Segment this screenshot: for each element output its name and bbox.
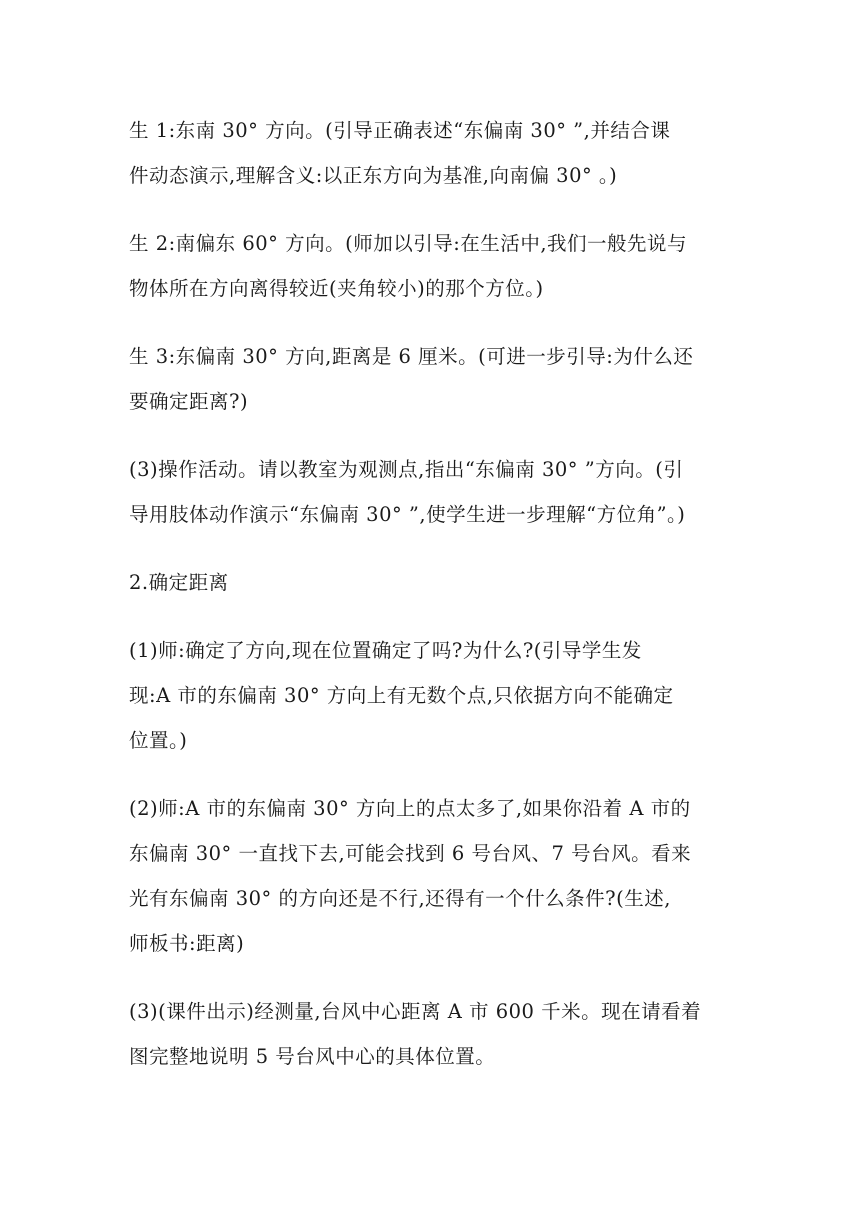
paragraph-courseware-measurement: [129, 989, 739, 1079]
paragraph-student-1-answer: [129, 108, 739, 198]
heading-line: 2.确定距离: [129, 571, 229, 594]
text-line: 师板书:距离): [129, 932, 245, 955]
paragraph-teacher-question-2: [129, 786, 739, 966]
text-line: 导用肢体动作演示“东偏南 30° ”,使学生进一步理解“方位角”。): [129, 503, 686, 526]
text-line: 件动态演示,理解含义:以正东方向为基准,向南偏 30° 。): [129, 164, 618, 187]
text-line: (3)(课件出示)经测量,台风中心距离 A 市 600 千米。现在请看着: [129, 1000, 702, 1023]
paragraph-student-2-answer: [129, 221, 739, 311]
text-line: 现:A 市的东偏南 30° 方向上有无数个点,只依据方向不能确定: [129, 684, 674, 707]
text-line: 生 3:东偏南 30° 方向,距离是 6 厘米。(可进一步引导:为什么还: [129, 345, 694, 368]
text-line: 光有东偏南 30° 的方向还是不行,还得有一个什么条件?(生述,: [129, 887, 671, 910]
text-line: (2)师:A 市的东偏南 30° 方向上的点太多了,如果你沿着 A 市的: [129, 797, 691, 820]
text-line: 要确定距离?): [129, 390, 249, 413]
text-line: 图完整地说明 5 号台风中心的具体位置。: [129, 1045, 496, 1068]
text-line: 生 2:南偏东 60° 方向。(师加以引导:在生活中,我们一般先说与: [129, 232, 688, 255]
document-page: [129, 108, 739, 1102]
text-line: (3)操作活动。请以教室为观测点,指出“东偏南 30° ”方向。(引: [129, 458, 684, 481]
paragraph-teacher-question-1: [129, 628, 739, 763]
paragraph-student-3-answer: [129, 334, 739, 424]
text-line: 东偏南 30° 一直找下去,可能会找到 6 号台风、7 号台风。看来: [129, 842, 692, 865]
text-line: 生 1:东南 30° 方向。(引导正确表述“东偏南 30° ”,并结合课: [129, 119, 671, 142]
text-line: 物体所在方向离得较近(夹角较小)的那个方位。): [129, 277, 544, 300]
paragraph-operation-activity: [129, 447, 739, 537]
text-line: 位置。): [129, 729, 188, 752]
text-line: (1)师:确定了方向,现在位置确定了吗?为什么?(引导学生发: [129, 639, 642, 662]
section-heading-distance: [129, 560, 739, 605]
